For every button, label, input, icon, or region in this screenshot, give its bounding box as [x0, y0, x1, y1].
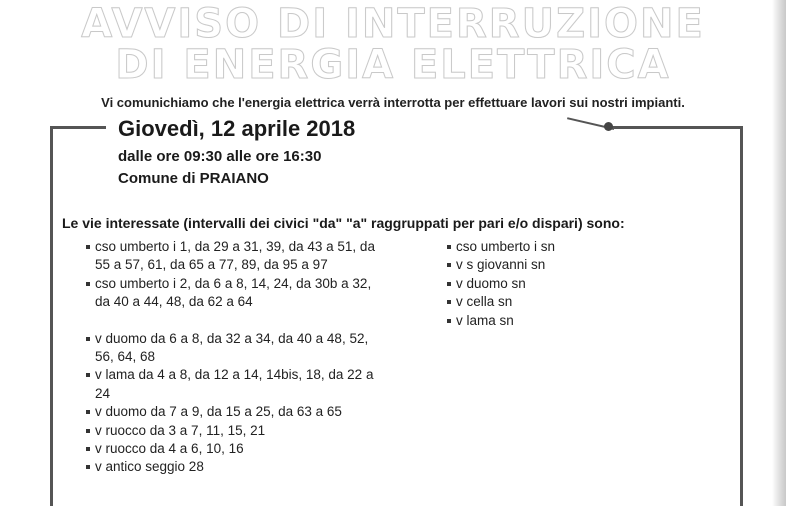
street-item: cso umberto i 1, da 29 a 31, 39, da 43 a 51, da 55 a 57, 61, da 65 a 77, 89, da 95 a 97	[86, 238, 386, 275]
outage-town: Comune di PRAIANO	[118, 170, 269, 187]
intro-text: Vi comunichiamo che l'energia elettrica verrà interrotta per effettuare lavori sui nostri impianti.	[101, 95, 685, 110]
outage-date: Giovedì, 12 aprile 2018	[118, 116, 356, 141]
outage-time-range: dalle ore 09:30 alle ore 16:30	[118, 148, 322, 165]
street-item: v duomo da 7 a 9, da 15 a 25, da 63 a 65	[86, 403, 386, 421]
streets-list-left	[86, 238, 386, 477]
street-item: v cella sn	[447, 293, 627, 311]
street-item: v ruocco da 3 a 7, 11, 15, 21	[86, 422, 386, 440]
frame-right-border	[740, 126, 743, 506]
street-item: v lama sn	[447, 312, 627, 330]
frame-top-left-border	[50, 126, 106, 129]
switch-pivot-icon	[604, 122, 613, 131]
street-item: v duomo sn	[447, 275, 627, 293]
notice-headline-line1: AVVISO DI INTERRUZIONE	[81, 1, 705, 47]
street-item: v ruocco da 4 a 6, 10, 16	[86, 440, 386, 458]
street-item: cso umberto i 2, da 6 a 8, 14, 24, da 30b a 32, da 40 a 44, 48, da 62 a 64	[86, 275, 386, 312]
street-item: v antico seggio 28	[86, 458, 386, 476]
notice-headline-line2: DI ENERGIA ELETTRICA	[115, 42, 671, 88]
street-item: cso umberto i sn	[447, 238, 627, 256]
streets-heading: Le vie interessate (intervalli dei civici "da" "a" raggruppati per pari e/o dispari) sono:	[62, 215, 625, 231]
streets-list-right	[447, 238, 627, 330]
street-item: v s giovanni sn	[447, 256, 627, 274]
frame-top-right-border	[610, 126, 742, 129]
street-item: v lama da 4 a 8, da 12 a 14, 14bis, 18, da 22 a 24	[86, 366, 386, 403]
street-item: v duomo da 6 a 8, da 32 a 34, da 40 a 48, 52, 56, 64, 68	[86, 330, 386, 367]
frame-left-border	[50, 126, 53, 506]
